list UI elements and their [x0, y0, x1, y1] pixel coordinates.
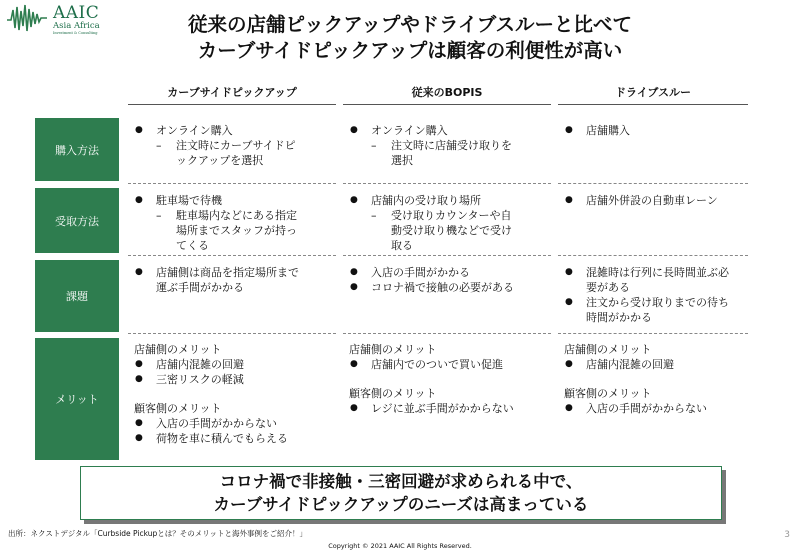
continuation-line: 場所までスタッフが持っ: [176, 224, 297, 237]
cell-purchase-bopis: [349, 123, 549, 168]
bullet-item: ● 店舗外併設の自動車レーン: [564, 193, 754, 208]
bullet-item: ● 店舗内混雑の回避: [564, 357, 754, 372]
bullet-item: ● 店舗内でのついで買い促進: [349, 357, 549, 372]
cell-merits-drive-thru: [564, 342, 754, 416]
source-citation: 出所：ネクストデジタル「Curbside Pickupとは？そのメリットと海外事例をご紹介！」: [8, 529, 307, 538]
cell-pickup-curbside: [134, 193, 334, 253]
logo-waveform-icon: [6, 2, 48, 34]
bullet-item: ● 店舗内の受け取り場所: [349, 193, 549, 208]
slide-title-line-1: 従来の店舗ピックアップやドライブスルーと比べて: [187, 13, 632, 36]
company-logo: [6, 2, 156, 36]
continuation-line: 動受け取り機などで受け: [391, 224, 512, 237]
continuation-line: ックアップを選択: [176, 154, 264, 167]
row-separator: [343, 183, 551, 184]
logo-name: AAIC: [53, 3, 100, 23]
cell-purchase-drive-thru: [564, 123, 754, 138]
cell-pickup-drive-thru: [564, 193, 754, 208]
cell-purchase-curbside: [134, 123, 334, 168]
bullet-item: ● 駐車場で待機: [134, 193, 334, 208]
sub-item: – 駐車場内などにある指定: [134, 208, 334, 223]
bullet-item: ● 荷物を車に積んでもらえる: [134, 431, 334, 446]
logo-subtitle: Asia Africa: [53, 21, 100, 31]
group-gap: [564, 372, 754, 386]
row-separator: [558, 333, 748, 334]
conclusion-line-1: コロナ禍で非接触・三密回避が求められる中で、: [219, 472, 583, 491]
conclusion-line-2: カーブサイドピックアップのニーズは高まっている: [213, 495, 589, 514]
group-heading: 店舗側のメリット: [349, 343, 437, 356]
bullet-item: ● 三密リスクの軽減: [134, 372, 334, 387]
continuation-line: 運ぶ手間がかかる: [156, 281, 244, 294]
row-separator: [343, 333, 551, 334]
column-header-bopis: 従来のBOPIS: [411, 86, 483, 99]
bullet-item: ● オンライン購入: [134, 123, 334, 138]
group-gap: [134, 387, 334, 401]
continuation-line: 選択: [391, 154, 413, 167]
row-separator: [558, 255, 748, 256]
column-header-rule: [343, 104, 551, 105]
bullet-item: ● 入店の手間がかからない: [564, 401, 754, 416]
sub-item: – 受け取りカウンターや自: [349, 208, 549, 223]
group-gap: [349, 372, 549, 386]
row-label-pickup-method: 受取方法: [35, 188, 119, 253]
copyright-notice: Copyright © 2021 AAIC All Rights Reserved.: [328, 542, 472, 550]
row-separator: [343, 255, 551, 256]
group-heading: 顧客側のメリット: [564, 387, 652, 400]
group-heading: 顧客側のメリット: [349, 387, 437, 400]
row-label-merits: メリット: [35, 338, 119, 460]
cell-issues-curbside: [134, 265, 334, 295]
bullet-item: ● 注文から受け取りまでの待ち: [564, 295, 754, 310]
bullet-item: ● 混雑時は行列に長時間並ぶ必: [564, 265, 754, 280]
bullet-item: ● 入店の手間がかかる: [349, 265, 549, 280]
bullet-item: ● 入店の手間がかからない: [134, 416, 334, 431]
bullet-item: ● レジに並ぶ手間がかからない: [349, 401, 549, 416]
logo-tagline: Investment & Consulting: [53, 31, 98, 35]
cell-merits-bopis: [349, 342, 549, 416]
page-number: 3: [784, 530, 790, 540]
sub-item: – 注文時にカーブサイドピ: [134, 138, 334, 153]
bullet-item: ● 店舗側は商品を指定場所まで: [134, 265, 334, 280]
column-header-rule: [558, 104, 748, 105]
column-header-rule: [128, 104, 336, 105]
slide-title-line-2: カーブサイドピックアップは顧客の利便性が高い: [197, 39, 623, 62]
column-header-curbside: カーブサイドピックアップ: [167, 86, 297, 99]
row-separator: [128, 183, 336, 184]
sub-item: – 注文時に店舗受け取りを: [349, 138, 549, 153]
column-header-drive-thru: ドライブスルー: [615, 86, 691, 99]
group-heading: 店舗側のメリット: [564, 343, 652, 356]
row-label-issues: 課題: [35, 260, 119, 332]
slide-title: [150, 12, 670, 64]
bullet-item: ● 店舗内混雑の回避: [134, 357, 334, 372]
bullet-item: ● オンライン購入: [349, 123, 549, 138]
cell-merits-curbside: [134, 342, 334, 446]
bullet-item: ● 店舗購入: [564, 123, 754, 138]
continuation-line: 取る: [391, 239, 413, 252]
row-separator: [128, 255, 336, 256]
row-separator: [128, 333, 336, 334]
row-label-purchase-method: 購入方法: [35, 118, 119, 181]
continuation-line: 要がある: [586, 281, 630, 294]
group-heading: 店舗側のメリット: [134, 343, 222, 356]
cell-issues-drive-thru: [564, 265, 754, 325]
row-separator: [558, 183, 748, 184]
conclusion-callout: [80, 466, 722, 520]
logo-text-block: [53, 4, 100, 35]
continuation-line: 時間がかかる: [586, 311, 652, 324]
cell-issues-bopis: [349, 265, 549, 295]
continuation-line: てくる: [176, 239, 209, 252]
cell-pickup-bopis: [349, 193, 549, 253]
group-heading: 顧客側のメリット: [134, 402, 222, 415]
bullet-item: ● コロナ禍で接触の必要がある: [349, 280, 549, 295]
